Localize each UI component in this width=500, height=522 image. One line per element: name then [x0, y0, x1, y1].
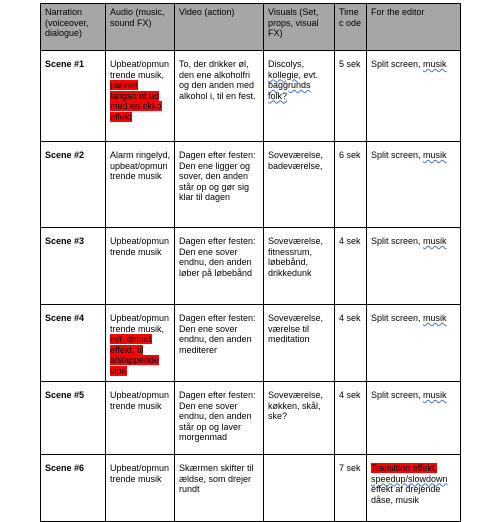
visuals-cell: [264, 455, 335, 522]
editor-text: musik: [423, 390, 447, 400]
video-cell: Dagen efter festen: Den ene sover endnu, den anden mediterer: [175, 305, 264, 382]
scene-cell: [41, 142, 106, 228]
editor-cell: [367, 142, 461, 228]
editor-cell: [367, 305, 461, 382]
editor-text: Split screen,: [371, 150, 421, 160]
visuals-cell: [264, 51, 335, 142]
header-narration: Narration (voiceover, dialogue): [41, 4, 106, 51]
timecode-cell: 4 sek: [335, 228, 367, 305]
timecode-cell: 6 sek: [335, 142, 367, 228]
scene-label: Scene #6: [45, 463, 85, 473]
table-row: [41, 142, 461, 228]
audio-cell: [106, 51, 175, 142]
editor-text: Split screen,: [371, 390, 421, 400]
visuals-text: baggrunds folk?: [268, 80, 311, 101]
audio-highlight: evt. distort effekt, til afslappende vibe: [110, 334, 160, 376]
visuals-cell: Soveværelse, fitnessrum, løbebånd, drikkedunk: [264, 228, 335, 305]
table-row: [41, 228, 461, 305]
editor-cell: [367, 228, 461, 305]
audio-text: Upbeat/opmun trende musik,: [110, 59, 170, 80]
table-row: [41, 455, 461, 522]
audio-cell: Alarm ringelyd, upbeat/opmun trende musik: [106, 142, 175, 228]
scene-label: Scene #2: [45, 150, 85, 160]
editor-text: Split screen,: [371, 313, 421, 323]
script-table: [40, 3, 461, 522]
editor-cell: [367, 51, 461, 142]
scene-cell: [41, 455, 106, 522]
header-editor: For the editor: [367, 4, 461, 51]
table-row: [41, 305, 461, 382]
header-video: Video (action): [175, 4, 264, 51]
scene-cell: [41, 51, 106, 142]
editor-text: musik: [423, 236, 447, 246]
visuals-text: kollegie,: [268, 69, 302, 80]
video-cell: To, der drikker øl, den ene alkoholfri og den anden med alkohol i, til en fest.: [175, 51, 264, 142]
editor-text: speedup/slowdown: [371, 473, 448, 484]
editor-text: musik: [423, 59, 447, 69]
visuals-cell: Soveværelse, køkken, skål, ske?: [264, 382, 335, 455]
scene-cell: [41, 228, 106, 305]
editor-cell: [367, 455, 461, 522]
video-cell: Skærmen skifter til ældse, som drejer rundt: [175, 455, 264, 522]
timecode-cell: 5 sek: [335, 51, 367, 142]
audio-text: Upbeat/opmun trende musik,: [110, 313, 170, 334]
scene-label: Scene #3: [45, 236, 85, 246]
header-timecode: Timec ode: [335, 4, 367, 51]
visuals-text: Discolys,: [268, 59, 305, 69]
header-visuals: Visuals (Set, props, visual FX): [264, 4, 335, 51]
visuals-cell: Soveværelse, badeværelse,: [264, 142, 335, 228]
editor-text: Split screen,: [371, 59, 421, 69]
audio-cell: Upbeat/opmun trende musik: [106, 455, 175, 522]
timecode-cell: 7 sek: [335, 455, 367, 522]
header-row: [41, 4, 461, 51]
table-row: [41, 382, 461, 455]
editor-text: musik: [423, 313, 447, 323]
timecode-cell: 4 sek: [335, 305, 367, 382]
scene-cell: [41, 382, 106, 455]
audio-cell: Upbeat/opmun trende musik: [106, 382, 175, 455]
scene-label: Scene #4: [45, 313, 85, 323]
video-cell: Dagen efter festen: Den ene sover endnu, den anden står op og laver morgenmad: [175, 382, 264, 455]
video-cell: Dagen efter festen: Den ene ligger og sover, den anden står op og gør sig klar til dagen: [175, 142, 264, 228]
editor-text: effekt af drejende dåse, musik: [371, 484, 441, 505]
editor-highlight: Transition effekt,: [371, 463, 438, 473]
visuals-text: evt.: [303, 69, 319, 80]
editor-cell: [367, 382, 461, 455]
audio-cell: [106, 305, 175, 382]
scene-cell: [41, 305, 106, 382]
editor-text: musik: [423, 150, 447, 160]
visuals-cell: Soveværelse, værelse til meditation: [264, 305, 335, 382]
video-cell: Dagen efter festen: Den ene sover endnu, den anden løber på løbebånd: [175, 228, 264, 305]
scene-label: Scene #1: [45, 59, 85, 69]
audio-highlight: panner langsomt ud med en ekko effekt: [110, 80, 162, 122]
editor-text: Split screen,: [371, 236, 421, 246]
audio-cell: Upbeat/opmun trende musik: [106, 228, 175, 305]
scene-label: Scene #5: [45, 390, 85, 400]
header-audio: Audio (music, sound FX): [106, 4, 175, 51]
timecode-cell: 4 sek: [335, 382, 367, 455]
table-row: [41, 51, 461, 142]
